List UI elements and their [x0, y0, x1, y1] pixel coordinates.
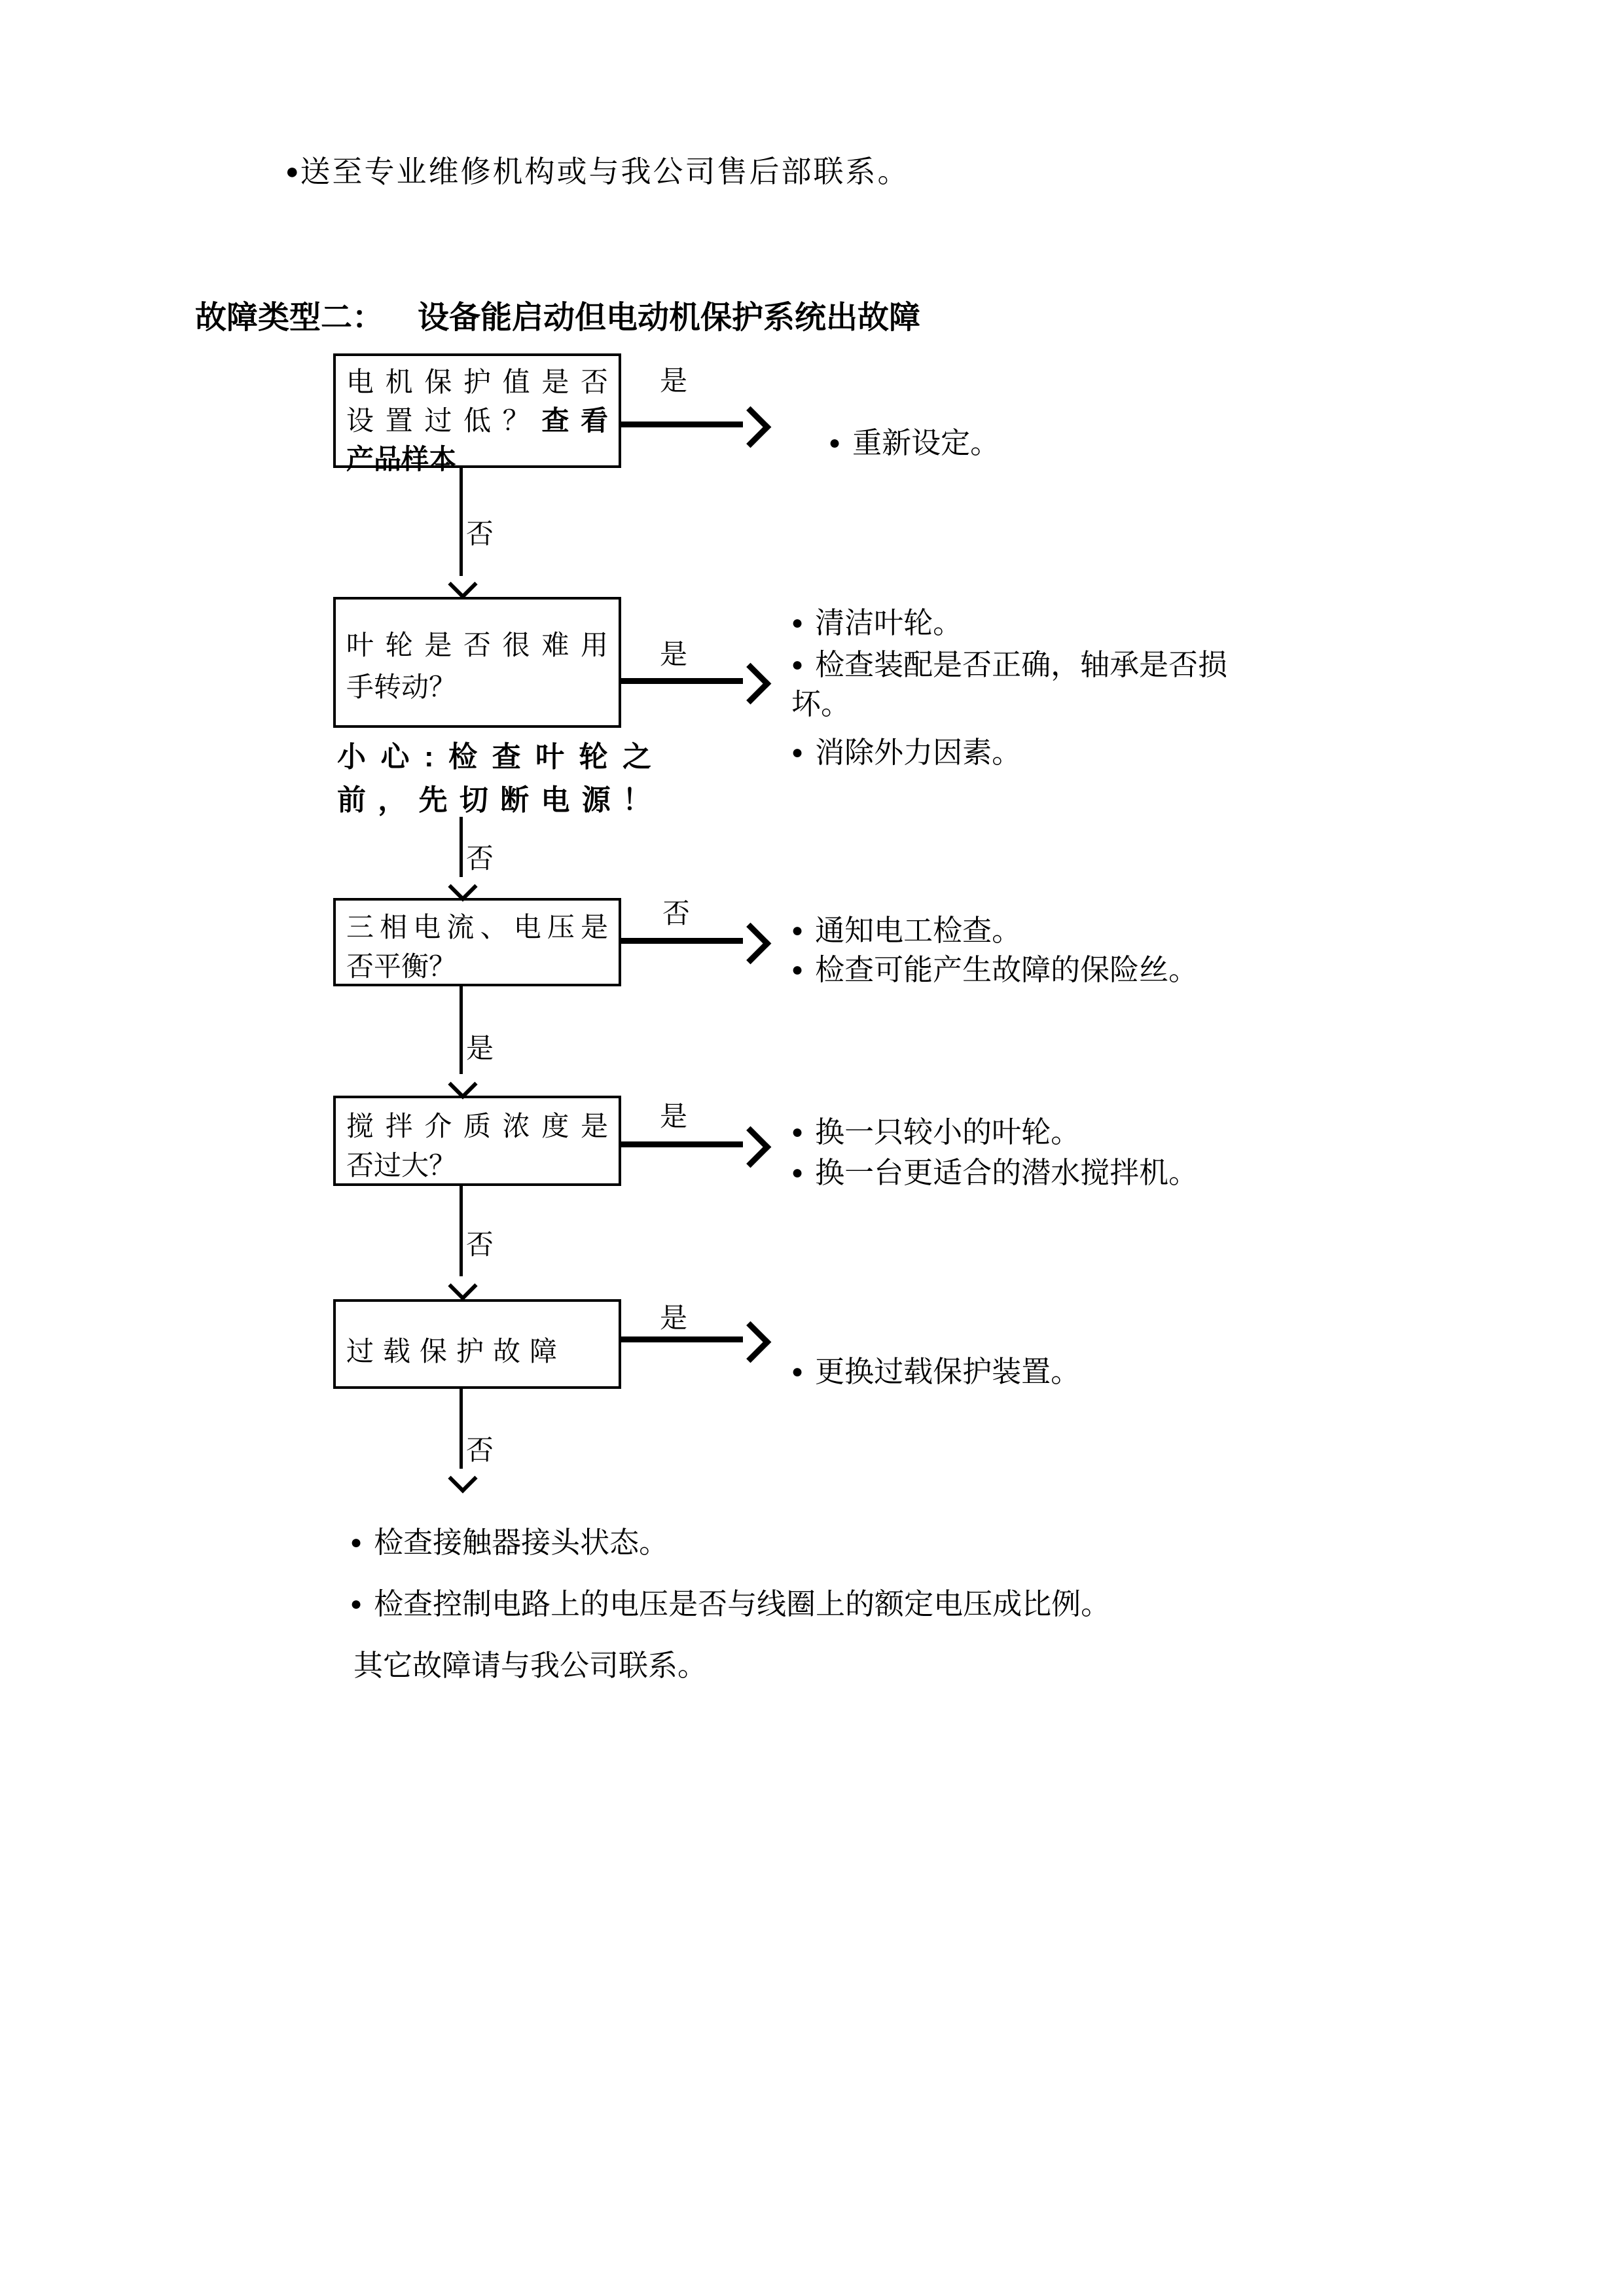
- branch-label-yes-2: 是: [660, 640, 688, 670]
- action-list-4: [791, 1113, 1243, 1193]
- flow-box-line-bold: 产品样本: [346, 444, 457, 475]
- arrow-head-down-icon: [448, 872, 477, 901]
- service-contact-note: [285, 148, 910, 191]
- arrow-right-1: [621, 422, 743, 427]
- bullet-icon: ●: [791, 959, 804, 980]
- action-item: [791, 645, 1243, 724]
- footer-action-text: 检查接触器接头状态。: [374, 1526, 669, 1559]
- action-list-2: [791, 603, 1243, 772]
- action-text: 换一台更适合的潜水搅拌机。: [815, 1157, 1199, 1189]
- action-item: [791, 911, 1243, 950]
- footer-action-item: [350, 1580, 1110, 1623]
- arrow-head-down-icon: [448, 569, 477, 599]
- caution-line: 小心:检查叶轮之: [337, 741, 651, 773]
- action-text: 更换过载保护装置。: [815, 1355, 1081, 1388]
- branch-label-yes-5: 是: [660, 1304, 688, 1334]
- bullet-icon: ●: [791, 742, 804, 763]
- branch-label-no-3: 否: [662, 899, 691, 929]
- arrow-head-right-icon: [730, 406, 772, 448]
- bullet-icon: ●: [791, 1121, 804, 1143]
- action-text: 清洁叶轮。: [815, 607, 963, 639]
- arrow-head-right-icon: [730, 663, 772, 705]
- branch-label-no-1: 否: [466, 520, 494, 550]
- branch-label-yes-1: 是: [660, 367, 688, 397]
- flow-box-phase-balance: [333, 898, 621, 986]
- footer-note: 其它故障请与我公司联系。: [353, 1649, 708, 1682]
- arrow-head-right-icon: [730, 1321, 772, 1363]
- bullet-icon: ●: [285, 160, 299, 184]
- heading-title: 设备能启动但电动机保护系统出故障: [418, 300, 921, 335]
- branch-label-yes-4: 是: [660, 1102, 688, 1132]
- flow-box-line: 三相电流、电压是: [346, 913, 608, 943]
- arrow-head-down-icon: [448, 1271, 477, 1300]
- flow-box-line-bold: 查看: [541, 405, 608, 436]
- flow-box-impeller-turn: [333, 597, 621, 728]
- arrow-right-2: [621, 678, 743, 684]
- connector-down-2: [460, 817, 463, 877]
- bullet-icon: ●: [829, 432, 841, 454]
- bullet-icon: ●: [350, 1532, 363, 1553]
- branch-label-yes-3: 是: [466, 1034, 494, 1064]
- fault-type-heading: [195, 292, 920, 337]
- action-text: 通知电工检查。: [815, 914, 1022, 947]
- action-item: [791, 1352, 1243, 1391]
- service-contact-text: 送至专业维修机构或与我公司售后部联系。: [300, 155, 910, 188]
- footer-action-text: 检查控制电路上的电压是否与线圈上的额定电压成比例。: [374, 1588, 1111, 1621]
- action-list-5: [791, 1352, 1243, 1391]
- flow-box-line: 叶轮是否很难用: [346, 631, 608, 661]
- arrow-right-4: [621, 1141, 743, 1147]
- bullet-icon: ●: [791, 1361, 804, 1382]
- branch-label-no-5: 否: [466, 1436, 494, 1466]
- bullet-icon: ●: [791, 654, 804, 675]
- footer-action-item: [350, 1518, 668, 1561]
- flow-box-line: 搅拌介质浓度是: [346, 1112, 608, 1142]
- action-item: [791, 733, 1243, 772]
- action-text: 重新设定。: [852, 427, 1000, 459]
- bullet-icon: ●: [791, 920, 804, 941]
- connector-down-5: [460, 1389, 463, 1469]
- flow-box-protection-value: [333, 353, 621, 475]
- flow-box-line: 否平衡？: [346, 952, 457, 982]
- connector-down-4: [460, 1186, 463, 1276]
- action-item: [791, 950, 1243, 990]
- bullet-icon: ●: [791, 612, 804, 634]
- arrow-right-3: [621, 938, 743, 944]
- arrow-head-down-icon: [448, 1069, 477, 1099]
- action-item: [829, 419, 1000, 461]
- flow-box-line-normal: 设置过低？: [346, 406, 542, 437]
- connector-down-3: [460, 986, 463, 1074]
- caution-line: 前，先切断电源！: [337, 784, 651, 816]
- action-text: 检查可能产生故障的保险丝。: [815, 954, 1199, 986]
- flow-box-line: 过载保护故障: [346, 1337, 567, 1367]
- arrow-right-5: [621, 1336, 743, 1342]
- branch-label-no-4: 否: [466, 1230, 494, 1261]
- branch-label-no-2: 否: [466, 844, 494, 874]
- bullet-icon: ●: [350, 1593, 363, 1615]
- arrow-head-down-icon: [448, 1463, 477, 1493]
- flow-box-line: 电机保护值是否: [346, 368, 608, 398]
- action-text: 检查装配是否正确，轴承是否损坏。: [791, 649, 1228, 721]
- flow-box-line: 否过大？: [346, 1151, 457, 1181]
- flow-box-overload-protection: [333, 1299, 621, 1389]
- heading-label: 故障类型二：: [195, 300, 384, 335]
- arrow-head-right-icon: [730, 923, 772, 965]
- action-item: [791, 1113, 1243, 1152]
- action-list-3: [791, 911, 1243, 990]
- action-text: 换一只较小的叶轮。: [815, 1116, 1081, 1149]
- caution-note: [337, 736, 651, 822]
- flow-box-line: 手转动？: [346, 673, 457, 703]
- flow-box-line: [346, 402, 608, 440]
- action-text: 消除外力因素。: [815, 736, 1022, 769]
- connector-down-1: [460, 468, 463, 576]
- bullet-icon: ●: [791, 1162, 804, 1183]
- arrow-head-right-icon: [730, 1126, 772, 1168]
- action-item: [791, 1153, 1243, 1193]
- flow-box-medium-concentration: [333, 1096, 621, 1186]
- action-item: [791, 603, 1243, 643]
